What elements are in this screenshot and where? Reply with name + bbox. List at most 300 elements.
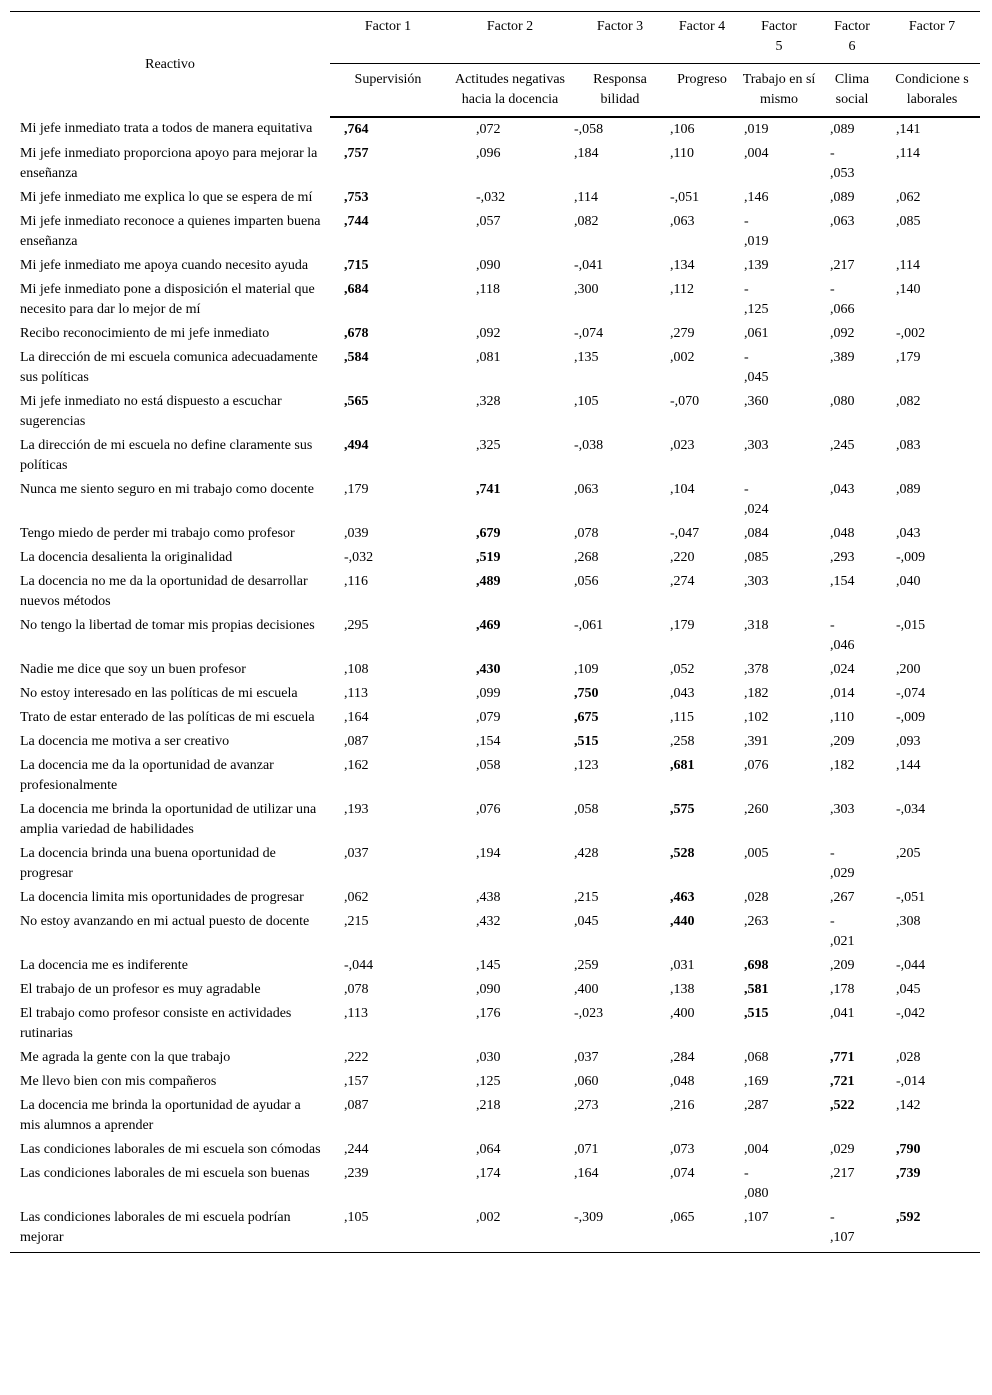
loading-cell-factor-2: ,145 [476, 958, 501, 973]
loading-cell-factor-4: ,179 [670, 618, 695, 633]
loading-cell-factor-3: ,082 [574, 214, 599, 229]
loading-cell-factor-6: ,217 [830, 258, 855, 273]
loading-cell-factor-3: ,058 [574, 802, 599, 817]
loading-cell-factor-3: ,164 [574, 1166, 599, 1181]
reactivo-cell: Me agrada la gente con la que trabajo [20, 1050, 231, 1065]
primary-loading: ,463 [670, 890, 695, 905]
reactivo-cell: La docencia me brinda la oportunidad de ayudar a mis alumnos a aprender [20, 1098, 301, 1133]
primary-loading: ,515 [744, 1006, 769, 1021]
loading-cell-factor-7: ,089 [896, 482, 921, 497]
loading-cell-factor-2: ,064 [476, 1142, 501, 1157]
loading-cell-factor-5: ,084 [744, 526, 769, 541]
reactivo-cell: Mi jefe inmediato proporciona apoyo para mejorar la enseñanza [20, 146, 318, 181]
primary-loading: ,494 [344, 438, 369, 453]
loading-cell-factor-2: ,194 [476, 846, 501, 861]
table-row [10, 210, 980, 254]
loading-cell-factor-1: ,087 [344, 1098, 369, 1113]
loading-cell-factor-4: ,110 [670, 146, 694, 161]
loading-cell-factor-5: ,019 [744, 122, 769, 137]
loading-cell-factor-5: ,068 [744, 1050, 769, 1065]
loading-cell-factor-6: ,080 [830, 394, 855, 409]
loading-cell-factor-6: - ,107 [820, 1206, 884, 1253]
table-row [10, 1046, 980, 1070]
loading-cell-factor-3 [574, 682, 666, 706]
primary-loading: ,750 [574, 686, 599, 701]
loading-cell-factor-7: -,009 [896, 550, 926, 565]
loading-cell-factor-4: ,279 [670, 326, 695, 341]
primary-loading: ,581 [744, 982, 769, 997]
loading-cell-factor-1 [330, 117, 446, 142]
loading-cell-factor-5: ,076 [744, 758, 769, 773]
loading-cell-factor-6: ,217 [830, 1166, 855, 1181]
primary-loading: ,678 [344, 326, 369, 341]
loading-cell-factor-3: ,109 [574, 662, 599, 677]
loading-cell-factor-2: ,174 [476, 1166, 501, 1181]
reactivo-cell: Mi jefe inmediato me explica lo que se espera de mí [20, 190, 313, 205]
loading-cell-factor-4 [666, 798, 738, 842]
loading-cell-factor-2 [446, 546, 574, 570]
reactivo-cell: La docencia me es indiferente [20, 958, 188, 973]
loading-cell-factor-5: - ,045 [744, 350, 769, 385]
loading-cell-factor-5: ,005 [744, 846, 769, 861]
loading-cell-factor-2: ,090 [476, 982, 501, 997]
loading-cell-factor-5: ,146 [744, 190, 769, 205]
reactivo-cell: La dirección de mi escuela no define claramente sus políticas [20, 438, 313, 473]
loading-cell-factor-5 [738, 954, 820, 978]
reactivo-cell: Trato de estar enterado de las políticas de mi escuela [20, 710, 315, 725]
loading-cell-factor-1 [330, 210, 446, 254]
loading-cell-factor-3: ,114 [574, 190, 598, 205]
loading-cell-factor-1: ,116 [344, 574, 368, 589]
primary-loading: ,515 [574, 734, 599, 749]
header-reactivo: Reactivo [10, 12, 330, 118]
loading-cell-factor-5: ,303 [744, 574, 769, 589]
table-row [10, 1002, 980, 1046]
loading-cell-factor-4: ,048 [670, 1074, 695, 1089]
loading-cell-factor-3: ,078 [574, 526, 599, 541]
loading-cell-factor-2: ,218 [476, 1098, 501, 1113]
primary-loading: ,744 [344, 214, 369, 229]
loading-cell-factor-7: ,114 [896, 146, 920, 161]
reactivo-cell: La dirección de mi escuela comunica adecuadamente sus políticas [20, 350, 318, 385]
loading-cell-factor-6: ,245 [830, 438, 855, 453]
loading-cell-factor-5: ,287 [744, 1098, 769, 1113]
loading-cell-factor-2: ,081 [476, 350, 501, 365]
reactivo-cell: La docencia no me da la oportunidad de desarrollar nuevos métodos [20, 574, 308, 609]
reactivo-cell: Las condiciones laborales de mi escuela son buenas [20, 1166, 310, 1181]
loading-cell-factor-2 [446, 570, 574, 614]
loading-cell-factor-3: ,300 [574, 282, 599, 297]
loading-cell-factor-1: ,113 [344, 686, 368, 701]
loading-cell-factor-3: ,063 [574, 482, 599, 497]
loading-cell-factor-5: ,085 [744, 550, 769, 565]
primary-loading: ,584 [344, 350, 369, 365]
table-row [10, 754, 980, 798]
loading-cell-factor-4: ,074 [670, 1166, 695, 1181]
loading-cell-factor-2: ,096 [476, 146, 501, 161]
reactivo-cell: Nadie me dice que soy un buen profesor [20, 662, 246, 677]
loading-cell-factor-4: ,258 [670, 734, 695, 749]
loading-cell-factor-1: ,087 [344, 734, 369, 749]
loading-cell-factor-1: ,239 [344, 1166, 369, 1181]
loading-cell-factor-6: ,267 [830, 890, 855, 905]
primary-loading: ,681 [670, 758, 695, 773]
loading-cell-factor-5 [738, 978, 820, 1002]
loading-cell-factor-3: ,184 [574, 146, 599, 161]
loading-cell-factor-4 [666, 754, 738, 798]
loading-cell-factor-3: ,045 [574, 914, 599, 929]
header-factor-4: Factor 4 [666, 12, 738, 64]
loading-cell-factor-6: ,209 [830, 958, 855, 973]
loading-cell-factor-7: ,093 [896, 734, 921, 749]
loading-cell-factor-6: - ,066 [830, 282, 855, 317]
loading-cell-factor-6: - ,029 [830, 846, 855, 881]
loading-cell-factor-7: ,140 [896, 282, 921, 297]
reactivo-cell: El trabajo como profesor consiste en actividades rutinarias [20, 1006, 292, 1041]
loading-cell-factor-6: ,092 [830, 326, 855, 341]
reactivo-cell: Las condiciones laborales de mi escuela son cómodas [20, 1142, 321, 1157]
table-row [10, 614, 980, 658]
loading-cell-factor-2: ,092 [476, 326, 501, 341]
loading-cell-factor-3 [574, 706, 666, 730]
reactivo-cell: Mi jefe inmediato me apoya cuando necesito ayuda [20, 258, 309, 273]
loading-cell-factor-6: ,043 [830, 482, 855, 497]
loading-cell-factor-3: ,060 [574, 1074, 599, 1089]
loading-cell-factor-4: -,070 [670, 394, 700, 409]
loading-cell-factor-2 [446, 614, 574, 658]
header-name-1: Supervisión [330, 64, 446, 118]
table-row [10, 570, 980, 614]
primary-loading: ,575 [670, 802, 695, 817]
primary-loading: ,592 [896, 1210, 921, 1225]
reactivo-cell: Me llevo bien con mis compañeros [20, 1074, 217, 1089]
loading-cell-factor-6 [820, 1046, 884, 1070]
loading-cell-factor-4: ,073 [670, 1142, 695, 1157]
loading-cell-factor-4: ,031 [670, 958, 695, 973]
loading-cell-factor-1: ,179 [344, 482, 369, 497]
loading-cell-factor-4: ,284 [670, 1050, 695, 1065]
loading-cell-factor-3: ,105 [574, 394, 599, 409]
loading-cell-factor-2 [446, 658, 574, 682]
table-row [10, 478, 980, 522]
header-name-7: Condicione s laborales [884, 64, 980, 118]
table-row [10, 278, 980, 322]
loading-cell-factor-6: ,389 [830, 350, 855, 365]
reactivo-cell: La docencia brinda una buena oportunidad de progresar [20, 846, 276, 881]
loading-cell-factor-7: ,085 [896, 214, 921, 229]
loading-cell-factor-7: ,308 [896, 914, 921, 929]
reactivo-cell: Nunca me siento seguro en mi trabajo como docente [20, 482, 314, 497]
primary-loading: ,739 [896, 1166, 921, 1181]
loading-cell-factor-5 [738, 1002, 820, 1046]
loading-cell-factor-2: -,032 [476, 190, 506, 205]
loading-cell-factor-7: ,082 [896, 394, 921, 409]
loading-cell-factor-1: ,105 [330, 1206, 446, 1253]
loading-cell-factor-6: ,293 [830, 550, 855, 565]
loading-cell-factor-7: ,083 [896, 438, 921, 453]
header-factor-6: Factor 6 [820, 12, 884, 64]
loading-cell-factor-6: ,209 [830, 734, 855, 749]
loading-cell-factor-7: ,205 [896, 846, 921, 861]
loading-cell-factor-7: ,141 [896, 122, 921, 137]
loading-cell-factor-3: ,259 [574, 958, 599, 973]
reactivo-cell: No estoy avanzando en mi actual puesto de docente [20, 914, 310, 929]
loading-cell-factor-2: ,076 [476, 802, 501, 817]
table-row [10, 682, 980, 706]
header-factor-7: Factor 7 [884, 12, 980, 64]
loading-cell-factor-2: ,057 [476, 214, 501, 229]
primary-loading: ,753 [344, 190, 369, 205]
primary-loading: ,675 [574, 710, 599, 725]
table-row [10, 978, 980, 1002]
loading-cell-factor-7: -,042 [896, 1006, 926, 1021]
loading-cell-factor-2 [446, 522, 574, 546]
loading-cell-factor-4: ,115 [670, 710, 694, 725]
reactivo-cell: La docencia limita mis oportunidades de progresar [20, 890, 304, 905]
loading-cell-factor-2: ,030 [476, 1050, 501, 1065]
loading-cell-factor-5: ,318 [744, 618, 769, 633]
loading-cell-factor-1: ,037 [344, 846, 369, 861]
header-name-4: Progreso [666, 64, 738, 118]
loading-cell-factor-3: ,123 [574, 758, 599, 773]
loading-cell-factor-4: ,043 [670, 686, 695, 701]
loading-cell-factor-4: ,220 [670, 550, 695, 565]
table-row [10, 842, 980, 886]
table-row [10, 1094, 980, 1138]
loading-cell-factor-4: ,112 [670, 282, 694, 297]
loading-cell-factor-5: ,260 [744, 802, 769, 817]
loading-cell-factor-1: ,108 [344, 662, 369, 677]
reactivo-cell: Mi jefe inmediato no está dispuesto a escuchar sugerencias [20, 394, 282, 429]
header-name-5: Trabajo en sí mismo [738, 64, 820, 118]
loading-cell-factor-1: ,078 [344, 982, 369, 997]
header-name-2: Actitudes negativas hacia la docencia [446, 64, 574, 118]
header-factor-3: Factor 3 [574, 12, 666, 64]
loading-cell-factor-1: ,244 [344, 1142, 369, 1157]
reactivo-cell: No tengo la libertad de tomar mis propias decisiones [20, 618, 315, 633]
loading-cell-factor-4: ,274 [670, 574, 695, 589]
primary-loading: ,469 [476, 618, 501, 633]
loading-cell-factor-3: -,309 [574, 1206, 666, 1253]
loading-cell-factor-4: ,400 [670, 1006, 695, 1021]
primary-loading: ,489 [476, 574, 501, 589]
table-row [10, 434, 980, 478]
loading-cell-factor-4: -,051 [670, 190, 700, 205]
loading-cell-factor-6: ,089 [830, 122, 855, 137]
primary-loading: ,741 [476, 482, 501, 497]
reactivo-cell: Mi jefe inmediato reconoce a quienes imparten buena enseñanza [20, 214, 321, 249]
loading-cell-factor-1: ,113 [344, 1006, 368, 1021]
table-row [10, 1070, 980, 1094]
loading-cell-factor-1 [330, 434, 446, 478]
loading-cell-factor-1: ,222 [344, 1050, 369, 1065]
loading-cell-factor-2: ,058 [476, 758, 501, 773]
loading-cell-factor-4: ,002 [670, 350, 695, 365]
loading-cell-factor-5: ,391 [744, 734, 769, 749]
loading-cell-factor-5: ,004 [744, 1142, 769, 1157]
primary-loading: ,757 [344, 146, 369, 161]
reactivo-cell: Mi jefe inmediato trata a todos de manera equitativa [20, 121, 313, 136]
table-row [10, 254, 980, 278]
loading-cell-factor-7: ,114 [896, 258, 920, 273]
loading-cell-factor-5: - ,080 [744, 1166, 769, 1201]
loading-cell-factor-7: ,200 [896, 662, 921, 677]
loading-cell-factor-5: ,139 [744, 258, 769, 273]
table-row [10, 910, 980, 954]
loading-cell-factor-3: ,135 [574, 350, 599, 365]
primary-loading: ,440 [670, 914, 695, 929]
loading-cell-factor-5: ,378 [744, 662, 769, 677]
table-row [10, 706, 980, 730]
loading-cell-factor-5: ,360 [744, 394, 769, 409]
primary-loading: ,771 [830, 1050, 855, 1065]
table-row [10, 658, 980, 682]
loading-cell-factor-7: ,179 [896, 350, 921, 365]
loading-cell-factor-6: - ,046 [830, 618, 855, 653]
loading-cell-factor-6: ,029 [830, 1142, 855, 1157]
loading-cell-factor-2: ,176 [476, 1006, 501, 1021]
header-name-6: Clima social [820, 64, 884, 118]
loading-cell-factor-7: ,028 [896, 1050, 921, 1065]
loading-cell-factor-3: ,273 [574, 1098, 599, 1113]
loading-cell-factor-3: ,428 [574, 846, 599, 861]
loading-cell-factor-4: -,047 [670, 526, 700, 541]
loading-cell-factor-1: ,215 [344, 914, 369, 929]
reactivo-cell: No estoy interesado en las políticas de mi escuela [20, 686, 298, 701]
loading-cell-factor-5: ,263 [744, 914, 769, 929]
loading-cell-factor-2: ,072 [476, 122, 501, 137]
reactivo-cell: La docencia me brinda la oportunidad de utilizar una amplia variedad de habilidades [20, 802, 317, 837]
loading-cell-factor-1: ,039 [344, 526, 369, 541]
loading-cell-factor-4: ,134 [670, 258, 695, 273]
loading-cell-factor-5: ,169 [744, 1074, 769, 1089]
table-row [10, 1162, 980, 1206]
loading-cell-factor-3 [574, 730, 666, 754]
loading-cell-factor-4: ,104 [670, 482, 695, 497]
loading-cell-factor-3: -,023 [574, 1006, 604, 1021]
table-row [10, 1138, 980, 1162]
loading-cell-factor-5: - ,019 [744, 214, 769, 249]
loading-cell-factor-7: -,034 [896, 802, 926, 817]
loading-cell-factor-2: ,090 [476, 258, 501, 273]
loading-cell-factor-1: ,295 [344, 618, 369, 633]
loading-cell-factor-6: ,063 [830, 214, 855, 229]
primary-loading: ,764 [344, 122, 369, 137]
table-body [10, 117, 980, 1253]
loading-cell-factor-1 [330, 346, 446, 390]
loading-cell-factor-7: -,014 [896, 1074, 926, 1089]
loading-cell-factor-7: -,002 [896, 326, 926, 341]
loading-cell-factor-7: ,142 [896, 1098, 921, 1113]
header-factor-1: Factor 1 [330, 12, 446, 64]
loading-cell-factor-3: ,071 [574, 1142, 599, 1157]
loading-cell-factor-6: ,089 [830, 190, 855, 205]
loading-cell-factor-7: ,043 [896, 526, 921, 541]
loading-cell-factor-3: -,061 [574, 618, 604, 633]
loading-cell-factor-6: ,154 [830, 574, 855, 589]
loading-cell-factor-2: ,079 [476, 710, 501, 725]
loading-cell-factor-2 [446, 478, 574, 522]
loading-cell-factor-7: ,045 [896, 982, 921, 997]
loading-cell-factor-4: ,065 [666, 1206, 738, 1253]
loading-cell-factor-2: ,125 [476, 1074, 501, 1089]
loading-cell-factor-3: -,058 [574, 122, 604, 137]
reactivo-cell: Mi jefe inmediato pone a disposición el material que necesito para dar lo mejor de mí [20, 282, 315, 317]
loading-cell-factor-7: -,015 [896, 618, 926, 633]
header-name-3: Responsa bilidad [574, 64, 666, 118]
loading-cell-factor-7: -,051 [896, 890, 926, 905]
table-row [10, 142, 980, 186]
loading-cell-factor-7: ,040 [896, 574, 921, 589]
loading-cell-factor-6: ,048 [830, 526, 855, 541]
loading-cell-factor-1 [330, 278, 446, 322]
primary-loading: ,565 [344, 394, 369, 409]
reactivo-cell: La docencia me motiva a ser creativo [20, 734, 230, 749]
loading-cell-factor-3: -,038 [574, 438, 604, 453]
loading-cell-factor-1 [330, 254, 446, 278]
loading-cell-factor-1: ,162 [344, 758, 369, 773]
loading-cell-factor-3: ,215 [574, 890, 599, 905]
loading-cell-factor-6: ,178 [830, 982, 855, 997]
loading-cell-factor-1 [330, 186, 446, 210]
reactivo-cell: Las condiciones laborales de mi escuela podrían mejorar [10, 1206, 330, 1253]
primary-loading: ,679 [476, 526, 501, 541]
loading-cell-factor-5: ,303 [744, 438, 769, 453]
loading-cell-factor-1 [330, 142, 446, 186]
loading-cell-factor-6: - ,021 [830, 914, 855, 949]
loading-cell-factor-2: ,325 [476, 438, 501, 453]
table-row [10, 1206, 980, 1253]
loading-cell-factor-7: -,044 [896, 958, 926, 973]
loading-cell-factor-7 [884, 1162, 980, 1206]
factor-loadings-table [10, 11, 980, 1253]
loading-cell-factor-5: ,004 [744, 146, 769, 161]
primary-loading: ,528 [670, 846, 695, 861]
loading-cell-factor-7: ,144 [896, 758, 921, 773]
loading-cell-factor-6: - ,053 [830, 146, 855, 181]
loading-cell-factor-6: ,041 [830, 1006, 855, 1021]
table-row [10, 322, 980, 346]
loading-cell-factor-3: ,400 [574, 982, 599, 997]
loading-cell-factor-4: ,216 [670, 1098, 695, 1113]
loading-cell-factor-3: ,268 [574, 550, 599, 565]
primary-loading: ,721 [830, 1074, 855, 1089]
table-row [10, 522, 980, 546]
loading-cell-factor-2: ,154 [476, 734, 501, 749]
loading-cell-factor-2: ,328 [476, 394, 501, 409]
loading-cell-factor-7: ,062 [896, 190, 921, 205]
primary-loading: ,715 [344, 258, 369, 273]
loading-cell-factor-1: ,164 [344, 710, 369, 725]
header-factor-5: Factor 5 [738, 12, 820, 64]
loading-cell-factor-1: ,062 [344, 890, 369, 905]
loading-cell-factor-4 [666, 910, 738, 954]
reactivo-cell: El trabajo de un profesor es muy agradable [20, 982, 261, 997]
table-row [10, 546, 980, 570]
loading-cell-factor-2: ,438 [476, 890, 501, 905]
loading-cell-factor-4 [666, 842, 738, 886]
loading-cell-factor-7: -,074 [896, 686, 926, 701]
loading-cell-factor-1: ,157 [344, 1074, 369, 1089]
loading-cell-factor-5: ,107 [738, 1206, 820, 1253]
primary-loading: ,430 [476, 662, 501, 677]
reactivo-cell: Tengo miedo de perder mi trabajo como profesor [20, 526, 295, 541]
loading-cell-factor-6 [820, 1094, 884, 1138]
loading-cell-factor-7: -,009 [896, 710, 926, 725]
loading-cell-factor-4: ,063 [670, 214, 695, 229]
table-row [10, 186, 980, 210]
reactivo-cell: La docencia desalienta la originalidad [20, 550, 233, 565]
